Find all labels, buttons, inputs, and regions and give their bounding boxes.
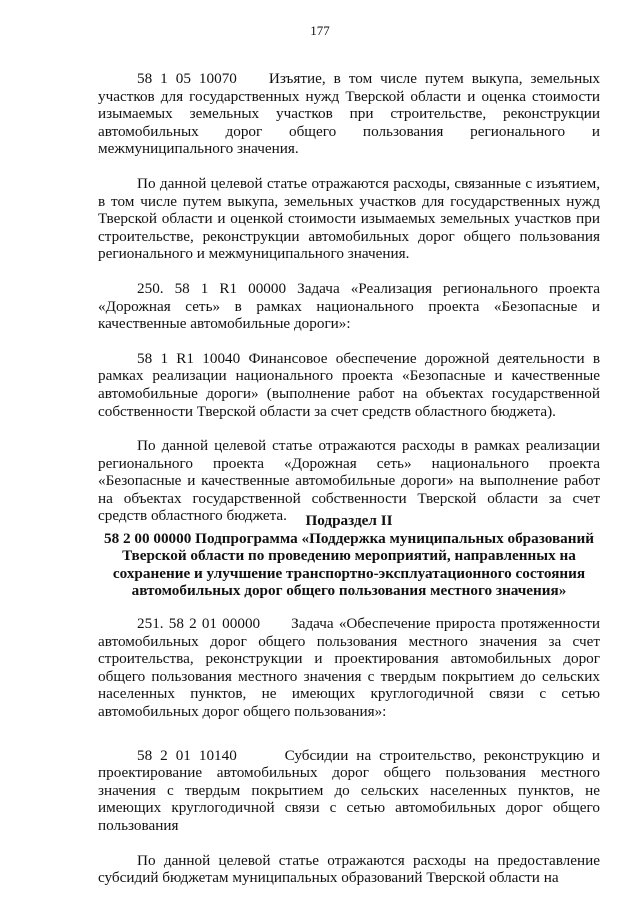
section-subprogram-2 bbox=[98, 512, 604, 887]
paragraph-target-58-2-01-10140: 58 2 01 10140 Субсидии на строительство, реконструкцию и проектирование автомобильных дорог общего пользования местного значения с твердым покрытием до сельских населенных пунктов, не имеющих круглогодичной связи с сетью автомобильных дорог общего пользования bbox=[98, 746, 604, 834]
subprogram-title-line: сохранение и улучшение транспортно-эксплуатационного состояния bbox=[112, 564, 586, 582]
paragraph-description: По данной целевой статье отражаются расходы в рамках реализации регионального проекта «Дорожная сеть» национального проекта «Безопасные и качественные автомобильные дороги» на выполнение работ на объектах государственной собственности Тверской области за счет средств областного бюджета. bbox=[98, 437, 600, 525]
paragraph-target-58-1-r1-10040: 58 1 R1 10040 Финансовое обеспечение дорожной деятельности в рамках реализации национального проекта «Безопасные и качественные автомобильные дороги» (выполнение работ на объектах государственной собственности Тверской области за счет средств областного бюджета). bbox=[98, 349, 600, 420]
subsection-title: Подраздел II bbox=[305, 512, 393, 529]
page-number: 177 bbox=[310, 23, 330, 38]
subprogram-title-line: автомобильных дорог общего пользования местного значения» bbox=[131, 582, 567, 600]
paragraph-task-250: 250. 58 1 R1 00000 Задача «Реализация регионального проекта «Дорожная сеть» в рамках национального проекта «Безопасные и качественные автомобильные дороги»: bbox=[98, 279, 600, 333]
subsection-heading bbox=[98, 512, 600, 600]
subprogram-title-line: 58 2 00 00000 Подпрограмма «Поддержка муниципальных образований bbox=[104, 529, 594, 547]
paragraph-description: По данной целевой статье отражаются расходы, связанные с изъятием, в том числе путем выкупа, земельных участков для государственных нужд Тверской области и оценкой стоимости изымаемых земельных участков при строительстве, реконструкции автомобильных дорог общего пользования регионального и межмуниципального значения. bbox=[98, 174, 600, 263]
paragraph-description: По данной целевой статье отражаются расходы на предоставление субсидий бюджетам муниципальных образований Тверской области на bbox=[98, 851, 600, 887]
section-subprogram-1 bbox=[98, 70, 604, 525]
paragraph-task-251: 251. 58 2 01 00000 Задача «Обеспечение прироста протяженности автомобильных дорог общего пользования местного значения за счет строительства, реконструкции и проектирования автомобильных дорог общего пользования местного значения с твердым покрытием до сельских населенных пунктов, не имеющих круглогодичной связи с сетью автомобильных дорог общего пользования»: bbox=[98, 614, 604, 720]
subprogram-title-line: Тверской области по проведению мероприятий, направленных на bbox=[122, 547, 576, 565]
paragraph-target-58-1-05-10070: 58 1 05 10070 Изъятие, в том числе путем выкупа, земельных участков для государственных нужд Тверской области и оценка стоимости изымаемых земельных участков при строительстве, реконструкции автомобильных дорог общего пользования регионального и межмуниципального значения. bbox=[98, 70, 604, 158]
